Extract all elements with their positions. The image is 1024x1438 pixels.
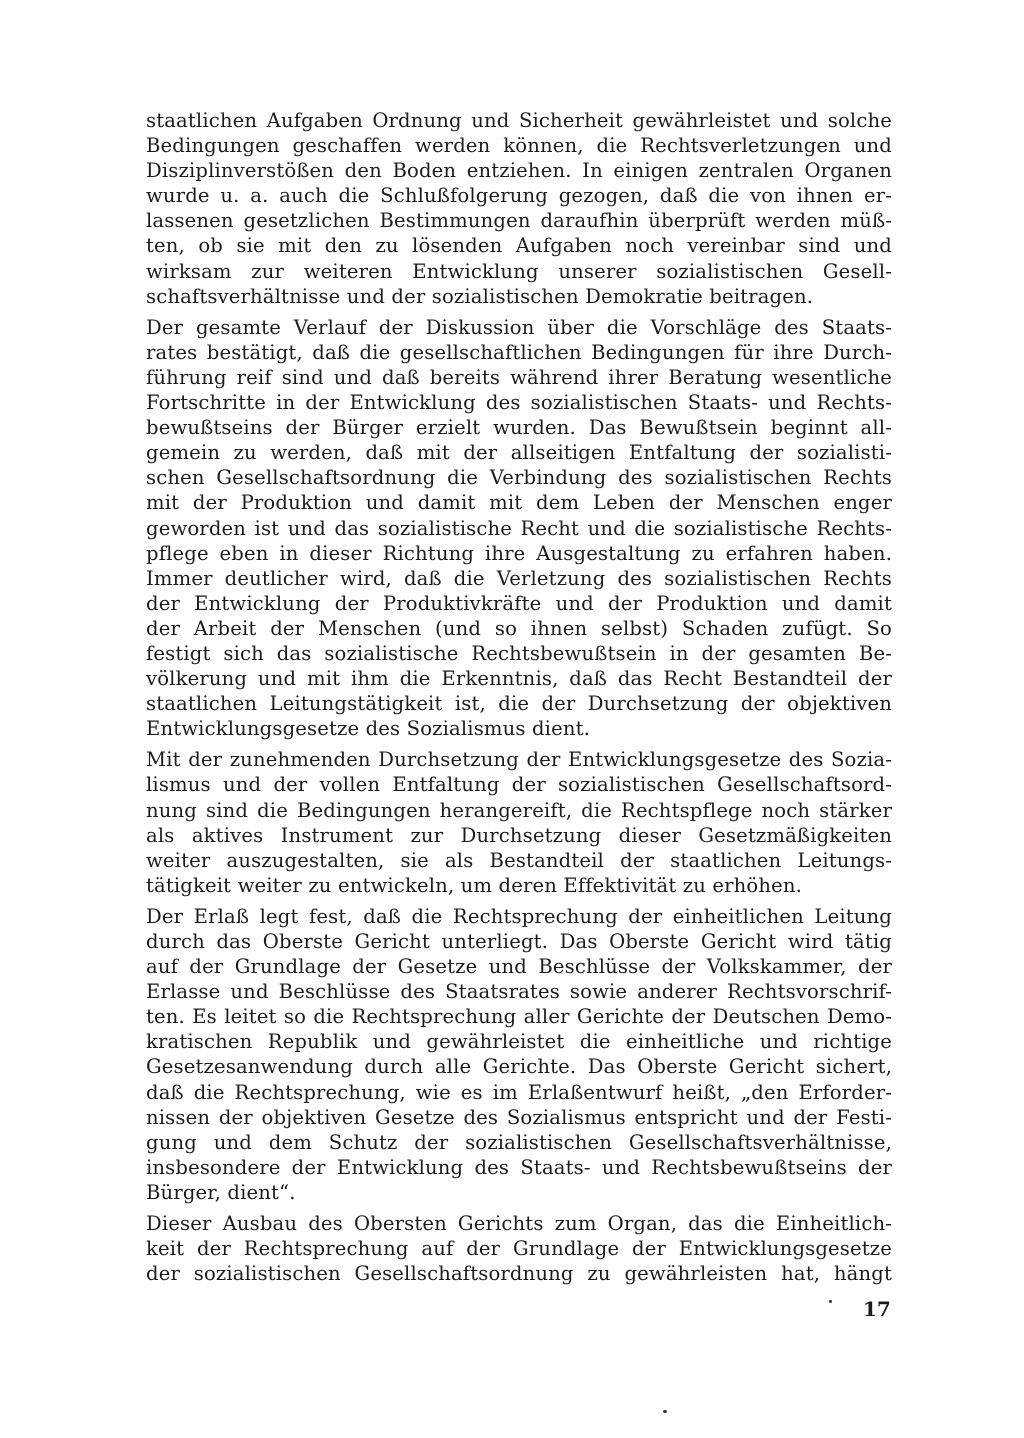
text-line: der sozialistischen Gesellschaftsordnung zu gewährleisten hat, hängt <box>146 1262 892 1286</box>
text-line: Gesetzesanwendung durch alle Gerichte. Das Oberste Gericht sichert, <box>146 1055 892 1079</box>
text-line: nissen der objektiven Gesetze des Sozialismus entspricht und der Festi- <box>146 1105 892 1129</box>
text-line: Fortschritte in der Entwicklung des sozialistischen Staats- und Rechts- <box>146 391 892 415</box>
text-line: Der Erlaß legt fest, daß die Rechtsprechung der einheitlichen Leitung <box>146 904 892 928</box>
paragraph-3 <box>146 747 892 898</box>
text-line: der Entwicklung der Produktivkräfte und der Produktion und damit <box>146 591 892 615</box>
text-line: daß die Rechtsprechung, wie es im Erlaßentwurf heißt, „den Erforder- <box>146 1080 892 1104</box>
text-line: durch das Oberste Gericht unterliegt. Das Oberste Gericht wird tätig <box>146 930 892 953</box>
text-line: bewußtseins der Bürger erzielt wurden. Das Bewußtsein beginnt all- <box>146 416 892 440</box>
text-line: festigt sich das sozialistische Rechtsbewußtsein in der gesamten Be- <box>146 641 892 665</box>
text-line: Erlasse und Beschlüsse des Staatsrates sowie anderer Rechtsvorschrif- <box>146 980 892 1004</box>
text-line: Mit der zunehmenden Durchsetzung der Entwicklungsgesetze des Sozia- <box>146 748 892 772</box>
scan-speck <box>829 1300 832 1303</box>
paragraph-5 <box>146 1211 892 1286</box>
text-line: der Arbeit der Menschen (und so ihnen selbst) Schaden zufügt. So <box>146 616 892 640</box>
text-line: geworden ist und das sozialistische Recht und die sozialistische Rechts- <box>146 516 892 540</box>
text-line: rates bestätigt, daß die gesellschaftlichen Bedingungen für ihre Durch- <box>146 340 892 364</box>
text-line: staatlichen Aufgaben Ordnung und Sicherheit gewährleistet und solche <box>146 109 892 132</box>
text-line: führung reif sind und daß bereits während ihrer Beratung wesentliche <box>146 365 892 389</box>
text-line: Bedingungen geschaffen werden können, die Rechtsverletzungen und <box>146 134 892 158</box>
page-body <box>146 108 892 1292</box>
text-line: als aktives Instrument zur Durchsetzung dieser Gesetzmäßigkeiten <box>146 823 892 847</box>
text-line: ten, ob sie mit den zu lösenden Aufgaben noch vereinbar sind und <box>146 234 892 258</box>
paragraph-4 <box>146 904 892 1205</box>
text-line: keit der Rechtsprechung auf der Grundlage der Entwicklungsgesetze <box>146 1237 892 1261</box>
text-line: ten. Es leitet so die Rechtsprechung aller Gerichte der Deutschen Demo- <box>146 1005 892 1029</box>
text-line: Der gesamte Verlauf der Diskussion über die Vorschläge des Staats- <box>146 315 892 339</box>
text-line: auf der Grundlage der Gesetze und Beschlüsse der Volkskammer, der <box>146 955 892 979</box>
text-line: schen Gesellschaftsordnung die Verbindung des sozialistischen Rechts <box>146 466 892 490</box>
text-line: wirksam zur weiteren Entwicklung unserer sozialistischen Gesell- <box>146 259 892 283</box>
text-line: pflege eben in dieser Richtung ihre Ausgestaltung zu erfahren haben. <box>146 541 892 565</box>
text-line: wurde u. a. auch die Schlußfolgerung gezogen, daß die von ihnen er- <box>146 184 892 208</box>
text-line: nung sind die Bedingungen herangereift, die Rechtspflege noch stärker <box>146 798 892 822</box>
text-line: kratischen Republik und gewährleistet die einheitliche und richtige <box>146 1030 892 1054</box>
text-line: Dieser Ausbau des Obersten Gerichts zum Organ, das die Einheitlich- <box>146 1212 892 1236</box>
text-line: insbesondere der Entwicklung des Staats- und Rechtsbewußtseins der <box>146 1155 892 1179</box>
text-line: Disziplinverstößen den Boden entziehen. In einigen zentralen Organen <box>146 159 892 183</box>
text-line: Bürger, dient“. <box>146 1180 296 1204</box>
text-line: völkerung und mit ihm die Erkenntnis, daß das Recht Bestandteil der <box>146 667 892 691</box>
text-line: schaftsverhältnisse und der sozialistischen Demokratie beitragen. <box>146 284 814 308</box>
text-line: gemein zu werden, daß mit der allseitigen Entfaltung der sozialisti- <box>146 441 892 465</box>
paragraph-2 <box>146 315 892 742</box>
text-line: Immer deutlicher wird, daß die Verletzung des sozialistischen Rechts <box>146 566 892 590</box>
scan-speck <box>663 1410 667 1413</box>
text-line: mit der Produktion und damit mit dem Leben der Menschen enger <box>146 491 892 515</box>
text-line: lassenen gesetzlichen Bestimmungen daraufhin überprüft werden müß- <box>146 209 892 233</box>
text-line: tätigkeit weiter zu entwickeln, um deren Effektivität zu erhöhen. <box>146 873 802 897</box>
text-line: lismus und der vollen Entfaltung der sozialistischen Gesellschaftsord- <box>146 773 892 797</box>
text-line: staatlichen Leitungstätigkeit ist, die der Durchsetzung der objektiven <box>146 692 892 716</box>
page-number: 17 <box>863 1297 891 1321</box>
text-line: gung und dem Schutz der sozialistischen Gesellschaftsverhältnisse, <box>146 1130 892 1154</box>
text-line: weiter auszugestalten, sie als Bestandteil der staatlichen Leitungs- <box>146 848 892 872</box>
paragraph-1 <box>146 108 892 309</box>
text-line: Entwicklungsgesetze des Sozialismus dient. <box>146 717 591 741</box>
